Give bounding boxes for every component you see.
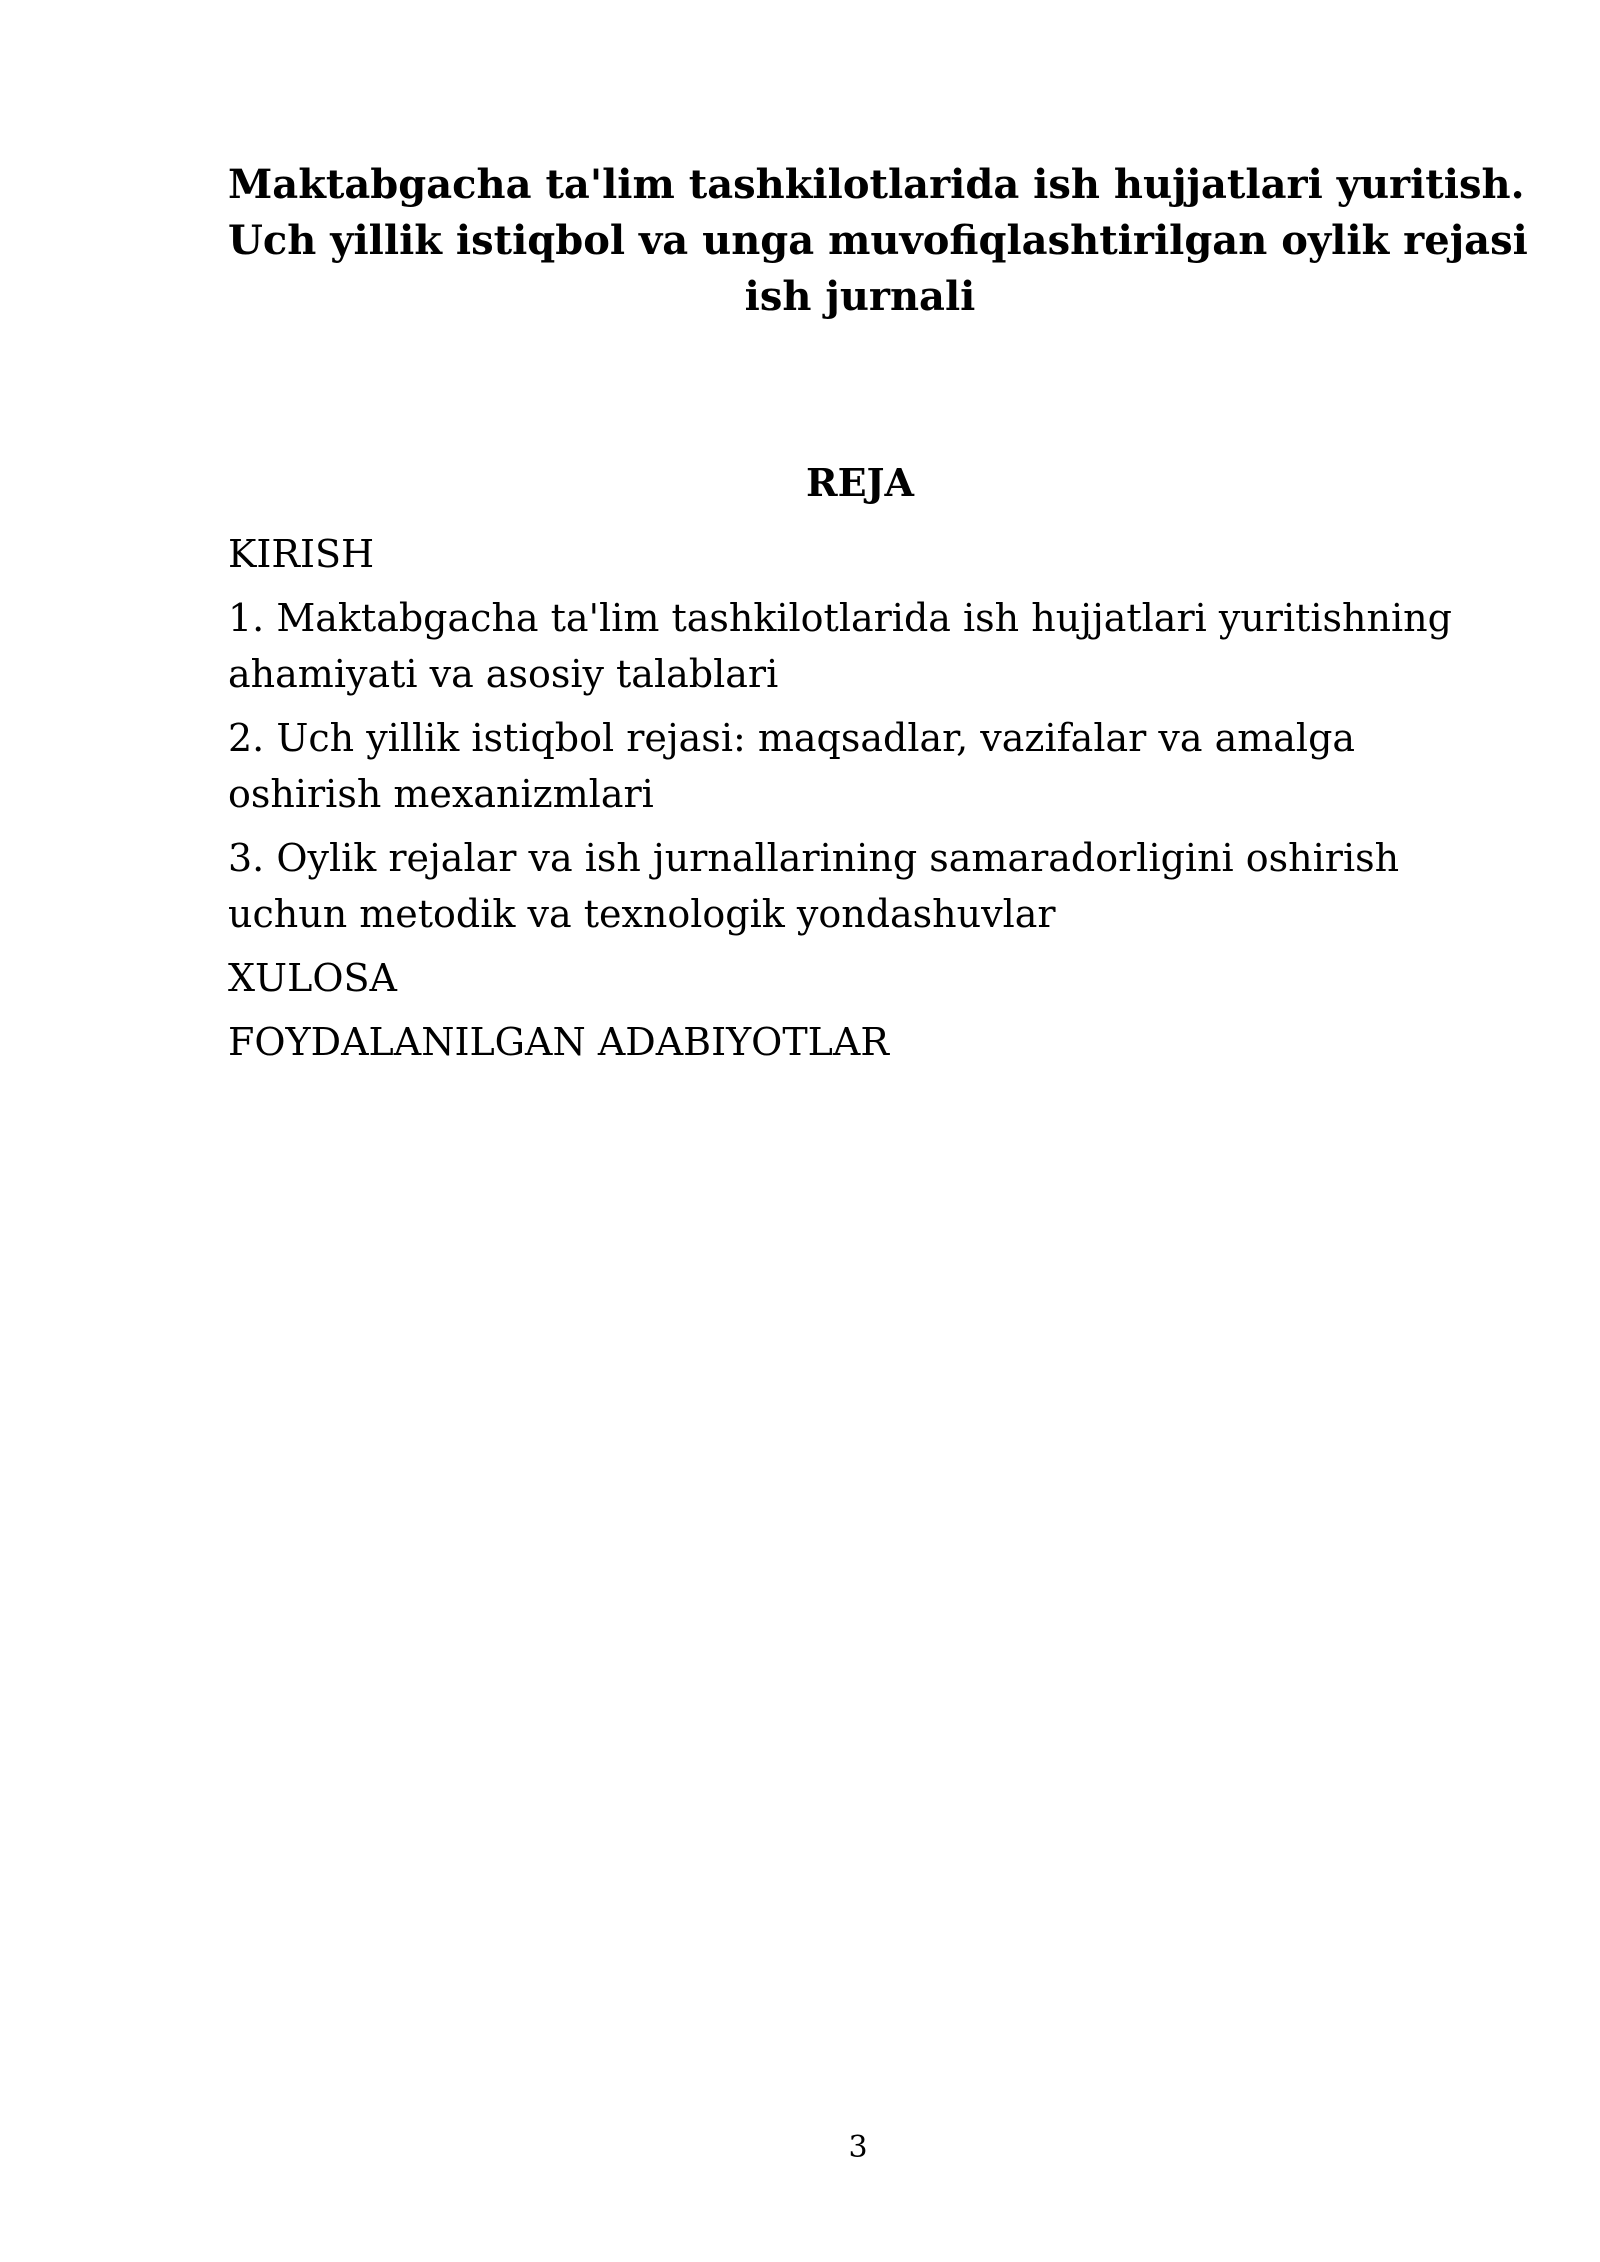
plan-item-line: ahamiyati va asosiy talablari bbox=[228, 652, 779, 696]
plan-item-line: 2. Uch yillik istiqbol rejasi: maqsadlar, vazifalar va amalga bbox=[228, 716, 1356, 760]
plan-item-line: oshirish mexanizmlari bbox=[228, 772, 654, 816]
page-number: 3 bbox=[848, 2130, 868, 2165]
plan-item-conclusion bbox=[228, 950, 1492, 1006]
title-line: ish jurnali bbox=[744, 273, 976, 320]
plan-item-line: KIRISH bbox=[228, 532, 375, 576]
plan-item-line: uchun metodik va texnologik yondashuvlar bbox=[228, 892, 1056, 936]
plan-item-line: XULOSA bbox=[228, 956, 397, 1000]
plan-item-line: 3. Oylik rejalar va ish jurnallarining samaradorligini oshirish bbox=[228, 836, 1400, 880]
plan-item-line: FOYDALANILGAN ADABIYOTLAR bbox=[228, 1020, 889, 1064]
plan-item-2 bbox=[228, 710, 1492, 822]
plan-item-line: 1. Maktabgacha ta'lim tashkilotlarida ish hujjatlari yuritishning bbox=[228, 596, 1452, 640]
plan-item-3 bbox=[228, 830, 1492, 942]
plan-heading: REJA bbox=[805, 460, 914, 505]
plan-item-references bbox=[228, 1014, 1492, 1070]
title-line: Maktabgacha ta'lim tashkilotlarida ish hujjatlari yuritish. bbox=[228, 161, 1525, 208]
plan-item-intro bbox=[228, 526, 1492, 582]
document-title bbox=[228, 157, 1528, 325]
title-line: Uch yillik istiqbol va unga muvofiqlashtirilgan oylik rejasi bbox=[228, 217, 1528, 264]
plan-item-1 bbox=[228, 590, 1492, 702]
plan-list bbox=[228, 526, 1492, 1078]
